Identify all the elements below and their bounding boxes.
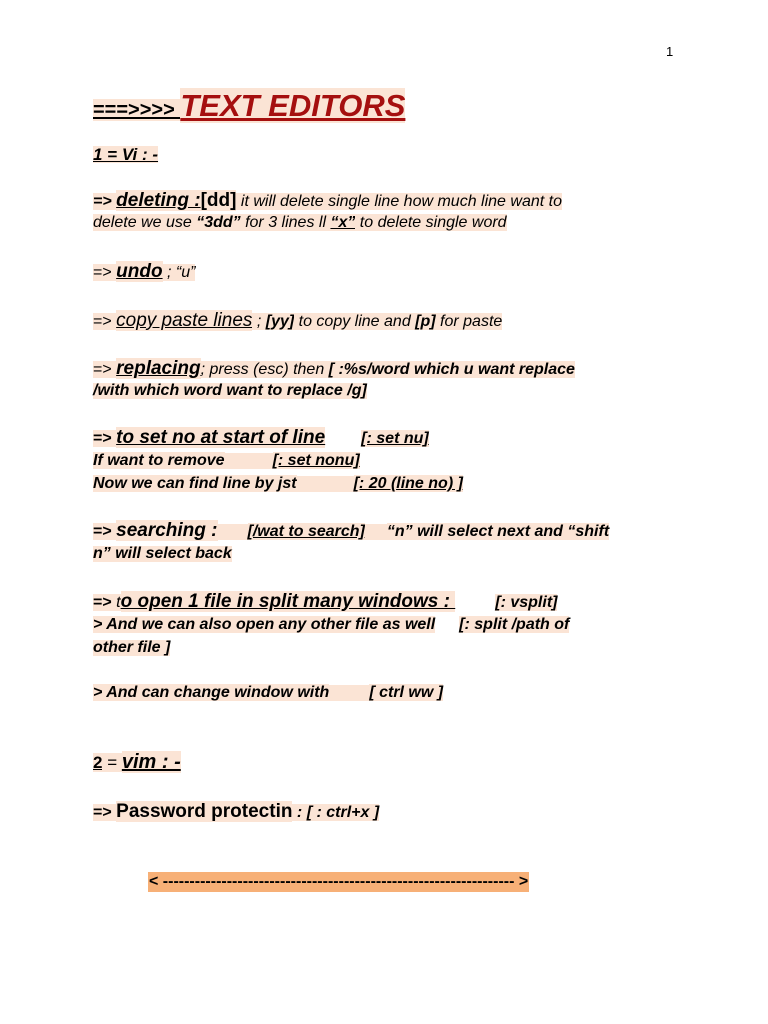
setno-find-label: Now we can find line by jst [93, 475, 297, 492]
title-text: TEXT EDITORS [180, 88, 406, 123]
split-change-cmd: [ ctrl ww ] [369, 684, 444, 701]
setno-cmd: [: set nu] [361, 430, 429, 447]
searching-label: searching : [116, 520, 218, 541]
deleting-arrow: => [93, 193, 117, 210]
copy-cmd-1: [yy] [265, 313, 295, 330]
password-cmd: : [ : ctrl+x ] [292, 804, 380, 821]
undo-arrow: => [93, 264, 117, 281]
deleting-cmd: [dd] [200, 190, 237, 211]
copy-sep: ; [252, 313, 266, 330]
deleting-cmd-2: “3dd” [196, 214, 241, 231]
copy-arrow: => [93, 313, 117, 330]
setno-find-cmd: [: 20 (line no) ] [353, 475, 463, 492]
setno-remove-line [93, 453, 360, 469]
setno-arrow: => [93, 430, 117, 447]
undo-line [93, 262, 195, 281]
vim-heading-eq: = [102, 753, 122, 772]
split-other-2: other file ] [93, 639, 171, 656]
split-cmd: [: vsplit] [495, 594, 558, 611]
split-change-line [93, 685, 443, 701]
copy-end: for paste [435, 313, 503, 330]
vim-heading [93, 752, 181, 772]
footer-divider: < ------------------------------------------------------------------ > [149, 873, 529, 890]
password-arrow: => [93, 804, 117, 821]
vi-heading: 1 = Vi : - [93, 145, 159, 164]
split-arrow: => [93, 594, 117, 611]
replacing-arrow: => [93, 361, 117, 378]
page-number: 1 [666, 44, 674, 59]
split-other-1: > And we can also open any other file as well [93, 616, 436, 633]
deleting-desc-2a: delete we use [93, 214, 197, 231]
split-label-t: t [116, 594, 121, 611]
deleting-label: deleting : [116, 190, 201, 211]
split-other-line [93, 617, 569, 633]
setno-remove-cmd: [: set nonu] [272, 452, 360, 469]
vim-heading-num: 2 [93, 753, 103, 772]
searching-line-1 [93, 521, 609, 540]
split-change-label: > And can change window with [93, 684, 330, 701]
searching-desc-2: n” will select back [93, 545, 232, 562]
vim-heading-name: vim : - [121, 751, 181, 773]
copy-line [93, 311, 502, 330]
replacing-cmd-2: /with which word want to replace /g] [93, 382, 367, 399]
deleting-line-1 [93, 191, 562, 210]
deleting-desc-2b: for 3 lines ll [240, 214, 331, 231]
setno-find-line [93, 476, 463, 492]
password-label: Password protectin [116, 801, 293, 822]
setno-remove-label: If want to remove [93, 452, 225, 469]
split-line-1 [93, 592, 557, 611]
searching-desc-1: “n” will select next and “shift [386, 523, 610, 540]
setno-label: to set no at start of line [116, 427, 326, 448]
copy-label: copy paste lines [116, 310, 253, 331]
title [93, 90, 405, 121]
split-label: o open 1 file in split many windows : [120, 591, 456, 612]
searching-cmd: [/wat to search] [247, 523, 365, 540]
deleting-desc-2c: to delete single word [355, 214, 507, 231]
title-arrow: ===>>>> [93, 99, 181, 121]
undo-label: undo [116, 261, 163, 282]
password-line [93, 802, 379, 821]
replacing-cmd-1: [ :%s/word which u want replace [328, 361, 575, 378]
replacing-mid: ; press (esc) then [200, 361, 329, 378]
searching-arrow: => [93, 523, 117, 540]
copy-mid: to copy line and [294, 313, 416, 330]
setno-line-1 [93, 428, 429, 447]
deleting-line-2 [93, 215, 507, 231]
replacing-line-1 [93, 359, 575, 378]
replacing-label: replacing [116, 358, 201, 379]
deleting-desc-1: it will delete single line how much line want to [236, 193, 562, 210]
split-other-cmd: [: split /path of [459, 616, 570, 633]
copy-cmd-2: [p] [415, 313, 436, 330]
deleting-cmd-3: “x” [330, 214, 356, 231]
undo-rest: ; “u” [162, 264, 196, 281]
